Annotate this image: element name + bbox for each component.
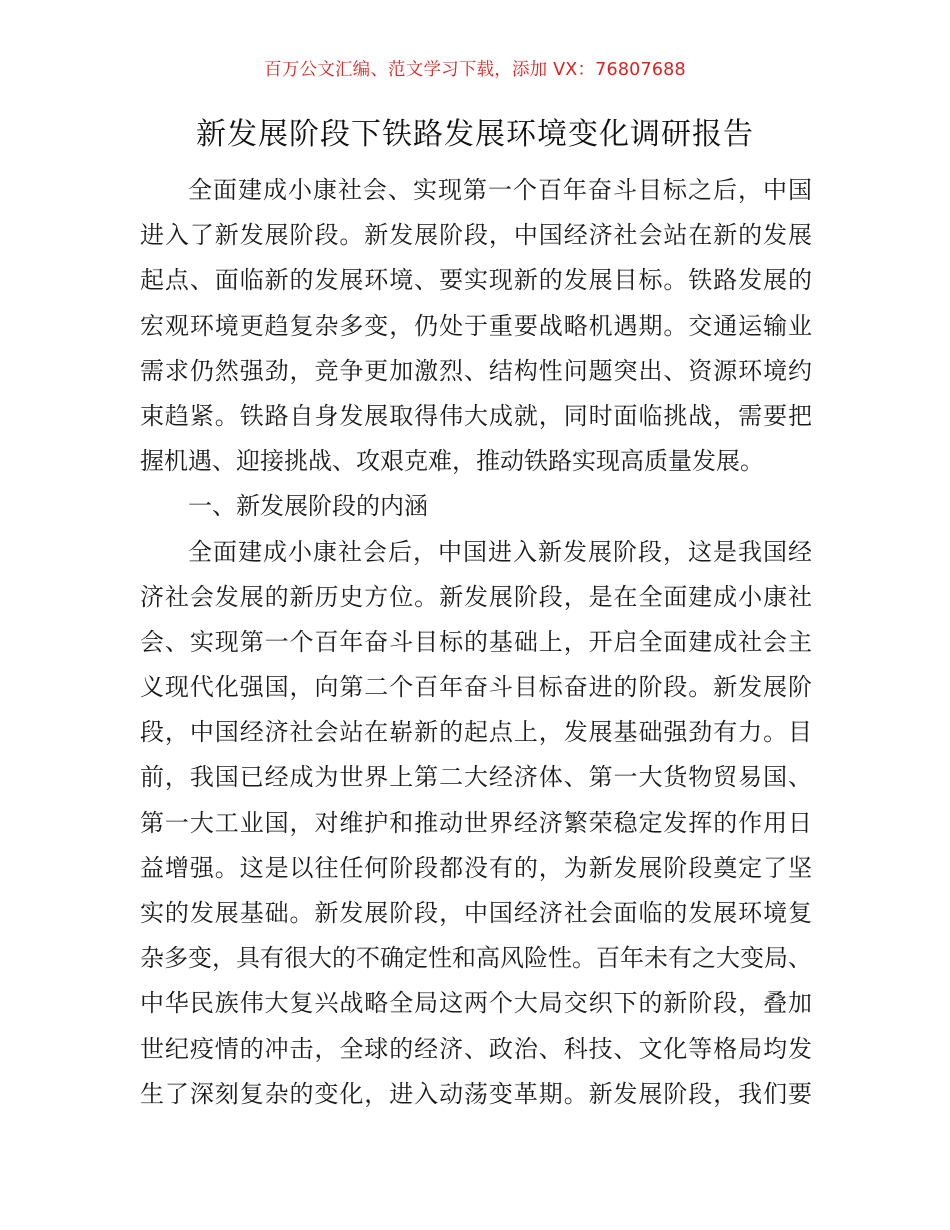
- paragraph-1-line: 束趋紧。铁路自身发展取得伟大成就，同时面临挑战，需要把: [140, 401, 812, 430]
- paragraph-2-line: 第一大工业国，对维护和推动世界经济繁荣稳定发挥的作用日: [140, 808, 812, 837]
- paragraph-2-line: 杂多变，具有很大的不确定性和高风险性。百年未有之大变局、: [140, 944, 812, 973]
- paragraph-2-line: 济社会发展的新历史方位。新发展阶段，是在全面建成小康社: [140, 582, 812, 611]
- paragraph-2-line: 生了深刻复杂的变化，进入动荡变革期。新发展阶段，我们要: [140, 1079, 812, 1108]
- paragraph-1-line: 宏观环境更趋复杂多变，仍处于重要战略机遇期。交通运输业: [140, 311, 812, 340]
- paragraph-2-line: 全面建成小康社会后，中国进入新发展阶段，这是我国经: [188, 537, 812, 566]
- document-title: 新发展阶段下铁路发展环境变化调研报告: [196, 117, 754, 152]
- paragraph-2-line: 中华民族伟大复兴战略全局这两个大局交织下的新阶段，叠加: [140, 989, 812, 1018]
- paragraph-2-line: 义现代化强国，向第二个百年奋斗目标奋进的阶段。新发展阶: [140, 673, 812, 702]
- paragraph-2-line: 世纪疫情的冲击，全球的经济、政治、科技、文化等格局均发: [140, 1034, 812, 1063]
- paragraph-1-line: 握机遇、迎接挑战、攻艰克难，推动铁路实现高质量发展。: [140, 447, 764, 476]
- paragraph-2-line: 前，我国已经成为世界上第二大经济体、第一大货物贸易国、: [140, 763, 812, 792]
- paragraph-2-line: 会、实现第一个百年奋斗目标的基础上，开启全面建成社会主: [140, 627, 812, 656]
- document-body: [140, 168, 812, 1117]
- header-note: 百万公文汇编、范文学习下载，添加 VX：76807688: [264, 60, 686, 80]
- paragraph-2-line: 段，中国经济社会站在崭新的起点上，发展基础强劲有力。目: [140, 718, 812, 747]
- paragraph-1-line: 全面建成小康社会、实现第一个百年奋斗目标之后，中国: [188, 176, 812, 204]
- paragraph-1-line: 起点、面临新的发展环境、要实现新的发展目标。铁路发展的: [140, 266, 812, 295]
- section-heading: 一、新发展阶段的内涵: [188, 492, 428, 521]
- paragraph-1-line: 需求仍然强劲，竞争更加激烈、结构性问题突出、资源环境约: [140, 356, 812, 385]
- paragraph-2-line: 益增强。这是以往任何阶段都没有的，为新发展阶段奠定了坚: [140, 853, 812, 882]
- paragraph-2-line: 实的发展基础。新发展阶段，中国经济社会面临的发展环境复: [140, 899, 812, 927]
- paragraph-1-line: 进入了新发展阶段。新发展阶段，中国经济社会站在新的发展: [140, 221, 812, 250]
